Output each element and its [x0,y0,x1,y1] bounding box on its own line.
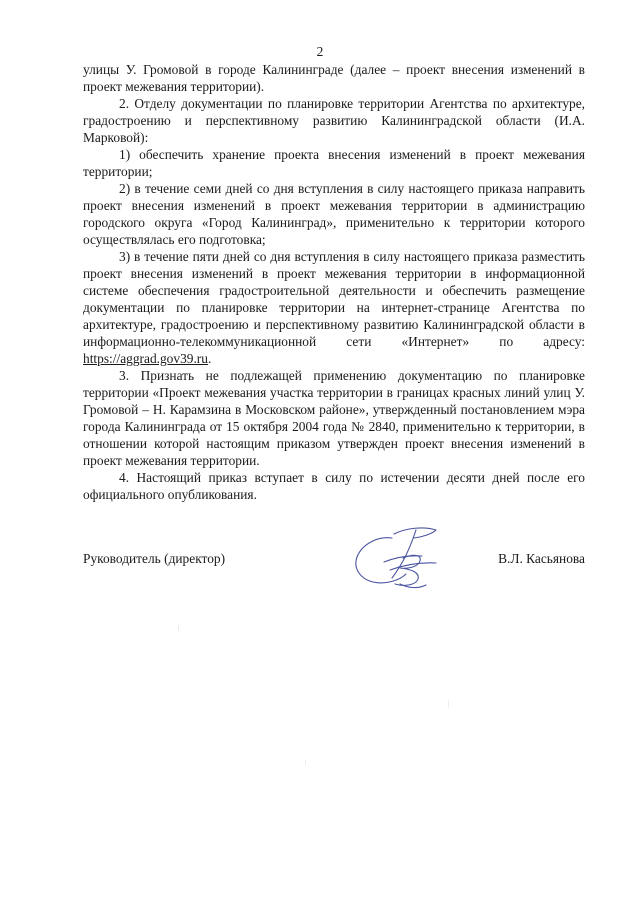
website-link[interactable]: https://aggrad.gov39.ru [83,351,208,366]
link-trailing-punctuation: . [207,351,212,366]
paragraph-subitem-3-text: 3) в течение пяти дней со дня вступления в силу настоящего приказа разместить проект внесения изменений в проект межевания территории в информационной системе обеспечения градостроительной деятельности и обеспечить размещение документации по планировке территории на интернет-странице Агентства по архитектуре, градостроению и перспективному развитию Калининградской области в информационно-телекоммуникационной сети «Интернет» по адресу: [83,249,585,349]
scan-artifact [178,625,179,631]
paragraph-item-4: 4. Настоящий приказ вступает в силу по истечении десяти дней после его официального опубликования. [83,470,585,502]
scan-artifact [448,700,449,708]
signature-block [83,550,585,570]
paragraph-subitem-1: 1) обеспечить хранение проекта внесения изменений в проект межевания территории; [83,147,585,179]
scan-artifact [305,760,306,765]
signer-title: Руководитель (директор) [83,551,226,566]
paragraph-item-2: 2. Отделу документации по планировке территории Агентства по архитектуре, градостроению и перспективному развитию Калининградской области (И.А. Марковой): [83,96,585,145]
paragraph-item-3: 3. Признать не подлежащей применению документацию по планировке территории «Проект межевания участка территории в границах красных линий улиц У. Громовой – Н. Карамзина в Московском районе», утвержденный постановлением мэра города Калининграда от 15 октября 2004 года № 2840, применительно к территории, в отношении которой настоящим приказом утвержден проект внесения изменений в проект межевания территории. [83,368,585,468]
page-number: 2 [316,44,324,59]
signer-name: В.Л. Касьянова [498,551,585,566]
document-body [83,61,585,503]
handwritten-signature-icon [348,524,448,598]
paragraph-subitem-2: 2) в течение семи дней со дня вступления в силу настоящего приказа направить проект внесения изменений в проект межевания территории в администрацию городского округа «Город Калининград», применительно к территории которого осуществлялась его подготовка; [83,181,585,247]
paragraph-continuation: улицы У. Громовой в городе Калининграде (далее – проект внесения изменений в проект межевания территории). [83,62,585,94]
paragraph-subitem-3 [83,248,585,367]
